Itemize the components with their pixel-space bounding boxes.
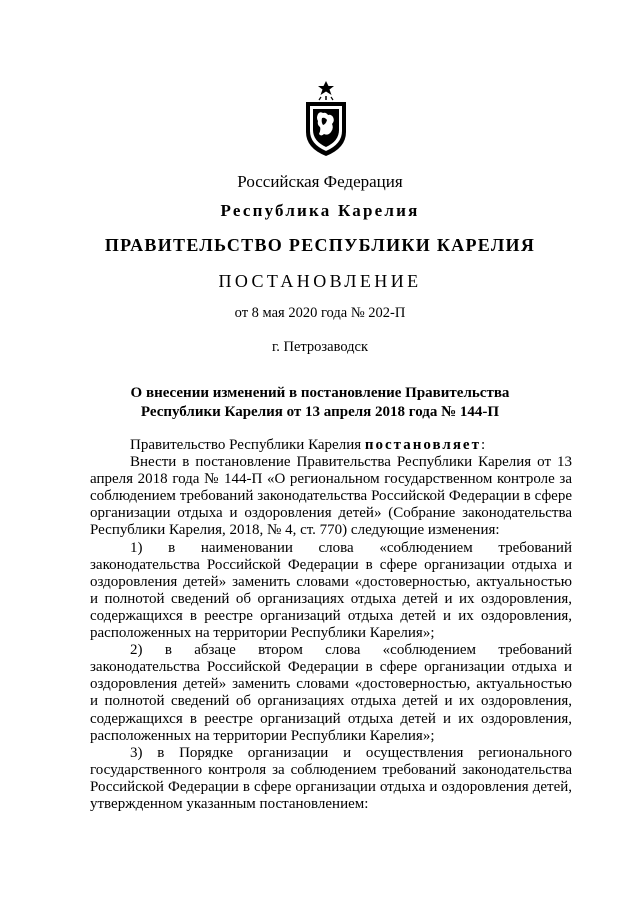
intro-suffix: :	[480, 437, 486, 453]
karelia-coat-of-arms-icon	[300, 80, 352, 158]
body-paragraph: 2) в абзаце втором слова «соблюдением требований законодательства Российской Федерации в сфере организации отдыха и оздоровления детей» заменить словами «достоверностью, актуальностью и полнотой сведений об организациях отдыха детей и их оздоровления, содержащихся в реестре организаций отдыха детей и их оздоровления, расположенных на территории Республики Карелия»;	[90, 642, 572, 744]
subject-line: О внесении изменений в постановление Правительства	[130, 385, 510, 401]
intro-paragraph	[90, 437, 572, 454]
document-date-number: от 8 мая 2020 года № 202-П	[234, 305, 406, 321]
body-paragraph: 1) в наименовании слова «соблюдением требований законодательства Российской Федерации в сфере организации отдыха и оздоровления детей» заменить словами «достоверностью, актуальностью и полнотой сведений об организациях отдыха детей и их оздоровления, содержащихся в реестре организаций отдыха детей и их оздоровления, расположенных на территории Республики Карелия»;	[90, 539, 572, 642]
document-body	[90, 437, 572, 813]
decides-word: постановляет	[364, 437, 481, 453]
body-paragraph: Внести в постановление Правительства Республики Карелия от 13 апреля 2018 года № 144-П «О региональном государственном контроле за соблюдением требований законодательства Российской Федерации в сфере организации отдыха и оздоровления детей» (Собрание законодательства Республики Карелия, 2018, № 4, ст. 770) следующие изменения:	[90, 454, 572, 539]
subject-line: Республики Карелия от 13 апреля 2018 года № 144-П	[140, 404, 500, 420]
country-name: Российская Федерация	[237, 172, 403, 191]
intro-prefix: Правительство Республики Карелия	[130, 437, 365, 453]
republic-name: Республика Карелия	[220, 201, 420, 220]
body-paragraph: 3) в Порядке организации и осуществления регионального государственного контроля за соблюдением требований законодательства Российской Федерации в сфере организации отдыха и оздоровления детей, утвержденном указанным постановлением:	[90, 744, 572, 812]
document-type: ПОСТАНОВЛЕНИЕ	[218, 271, 422, 291]
document-city: г. Петрозаводск	[271, 339, 369, 355]
document-subject	[0, 384, 640, 422]
government-title: ПРАВИТЕЛЬСТВО РЕСПУБЛИКИ КАРЕЛИЯ	[104, 235, 536, 255]
